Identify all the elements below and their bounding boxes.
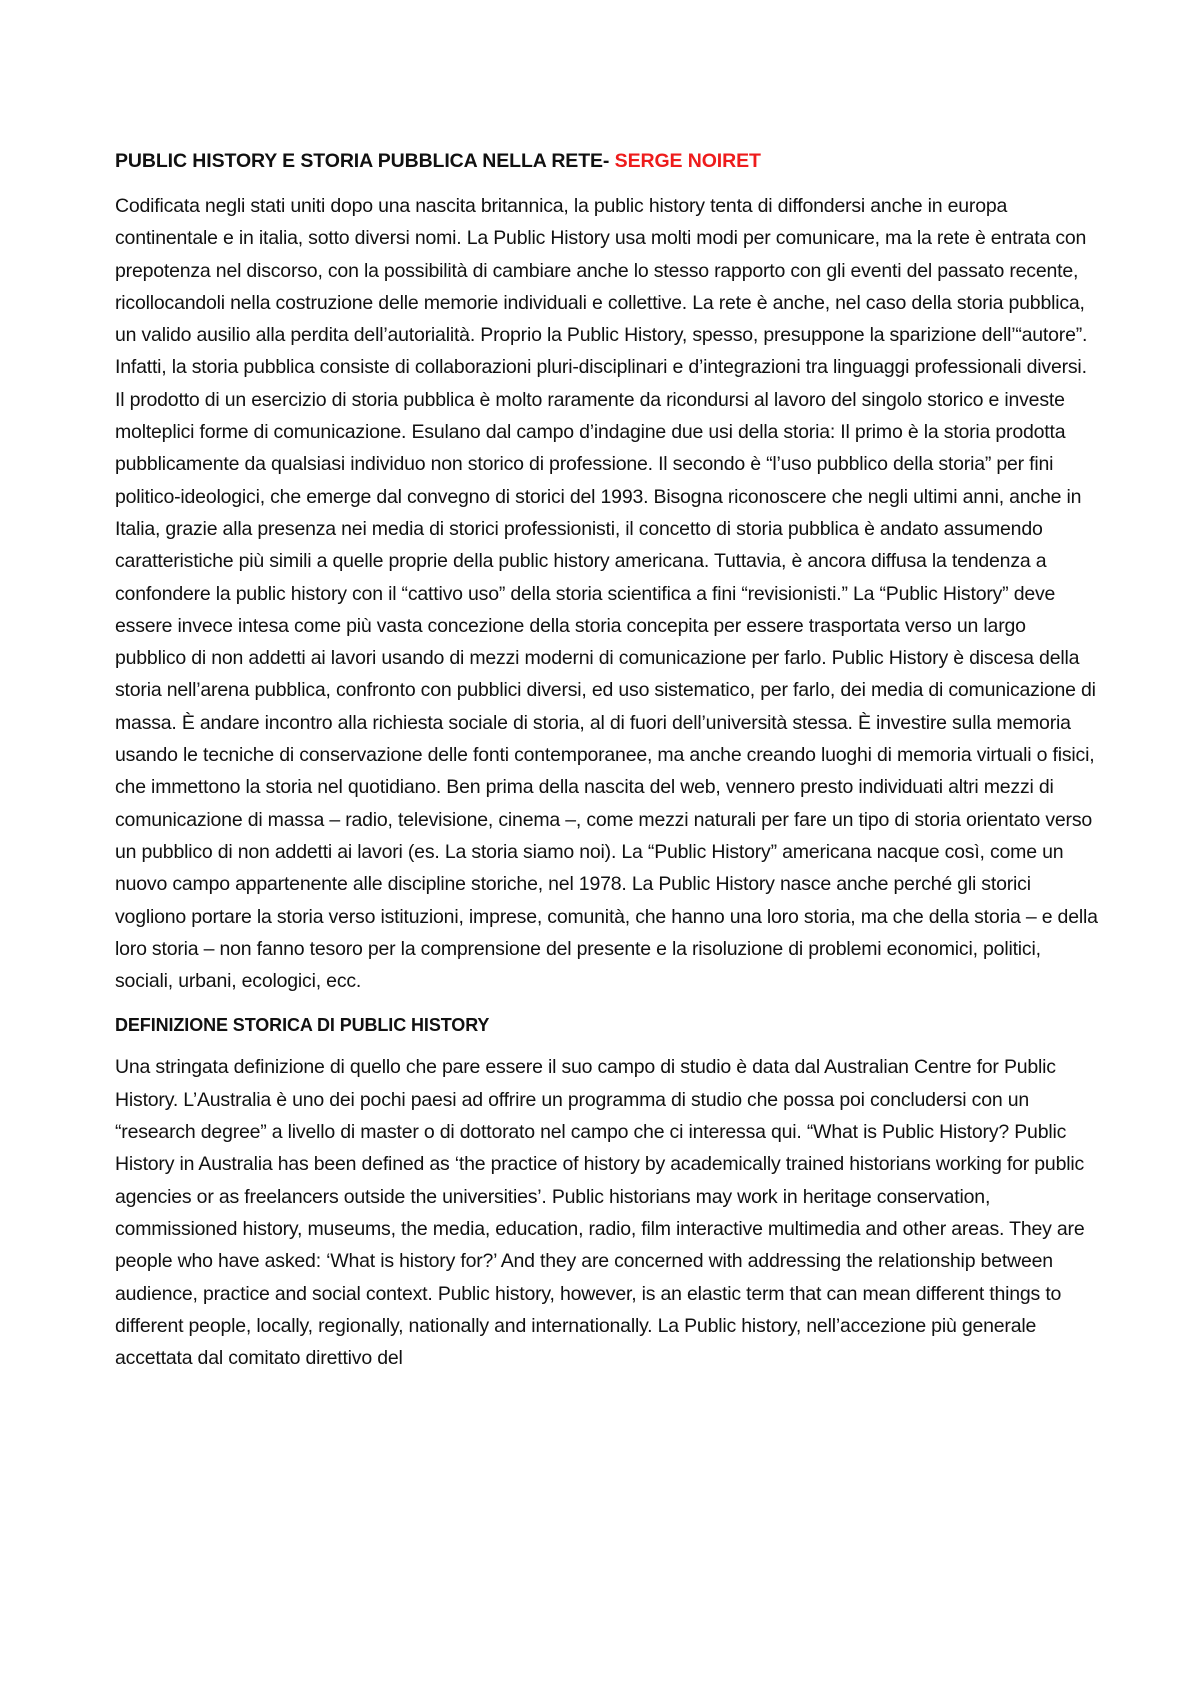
title-text: PUBLIC HISTORY E STORIA PUBBLICA NELLA RETE- — [115, 150, 615, 172]
paragraph-intro: Codificata negli stati uniti dopo una nascita britannica, la public history tenta di diffondersi anche in europa continentale e in italia, sotto diversi nomi. La Public History usa molti modi per comunicare, ma la rete è entrata con prepotenza nel discorso, con la possibilità di cambiare anche lo stesso rapporto con gli eventi del passato recente, ricollocandoli nella costruzione delle memorie individuali e collettive. La rete è anche, nel caso della storia pubblica, un valido ausilio alla perdita dell’autorialità. Proprio la Public History, spesso, presuppone la sparizione dell’“autore”. Infatti, la storia pubblica consiste di collaborazioni pluri-disciplinari e d’integrazioni tra linguaggi professionali diversi. Il prodotto di un esercizio di storia pubblica è molto raramente da ricondursi al lavoro del singolo storico e investe molteplici forme di comunicazione. Esulano dal campo d’indagine due usi della storia: Il primo è la storia prodotta pubblicamente da qualsiasi individuo non storico di professione. Il secondo è “l’uso pubblico della storia” per fini politico-ideologici, che emerge dal convegno di storici del 1993. Bisogna riconoscere che negli ultimi anni, anche in Italia, grazie alla presenza nei media di storici professionisti, il concetto di storia pubblica è andato assumendo caratteristiche più simili a quelle proprie della public history americana. Tuttavia, è ancora diffusa la tendenza a confondere la public history con il “cattivo uso” della storia scientifica a fini “revisionisti.” La “Public History” deve essere invece intesa come più vasta concezione della storia concepita per essere trasportata verso un largo pubblico di non addetti ai lavori usando di mezzi moderni di comunicazione per farlo. Public History è discesa della storia nell’arena pubblica, confronto con pubblici diversi, ed uso sistematico, per farlo, dei media di comunicazione di massa. È andare incontro alla richiesta sociale di storia, al di fuori dell’università stessa. È investire sulla memoria usando le tecniche di conservazione delle fonti contemporanee, ma anche creando luoghi di memoria virtuali o fisici, che immettono la storia nel quotidiano. Ben prima della nascita del web, vennero presto individuati altri mezzi di comunicazione di massa – radio, televisione, cinema –, come mezzi naturali per fare un tipo di storia orientato verso un pubblico di non addetti ai lavori (es. La storia siamo noi). La “Public History” americana nacque così, come un nuovo campo appartenente alle discipline storiche, nel 1978. La Public History nasce anche perché gli storici vogliono portare la storia verso istituzioni, imprese, comunità, che hanno una loro storia, ma che della storia – e della loro storia – non fanno tesoro per la comprensione del presente e la risoluzione di problemi economici, politici, sociali, urbani, ecologici, ecc. — [115, 195, 1098, 993]
author-name: SERGE NOIRET — [614, 150, 761, 172]
document-title — [115, 147, 1100, 175]
section-heading: DEFINIZIONE STORICA DI PUBLIC HISTORY — [115, 1015, 490, 1036]
paragraph-definition: Una stringata definizione di quello che pare essere il suo campo di studio è data dal Australian Centre for Public History. L’Australia è uno dei pochi paesi ad offrire un programma di studio che possa poi concludersi con un “research degree” a livello di master o di dottorato nel campo che ci interessa qui. “What is Public History? Public History in Australia has been defined as ‘the practice of history by academically trained historians working for public agencies or as freelancers outside the universities’. Public historians may work in heritage conservation, commissioned history, museums, the media, education, radio, film interactive multimedia and other areas. They are people who have asked: ‘What is history for?’ And they are concerned with addressing the relationship between audience, practice and social context. Public history, however, is an elastic term that can mean different things to different people, locally, regionally, nationally and internationally. La Public history, nell’accezione più generale accettata dal comitato direttivo del — [115, 1056, 1085, 1370]
document-page — [115, 147, 1100, 1374]
